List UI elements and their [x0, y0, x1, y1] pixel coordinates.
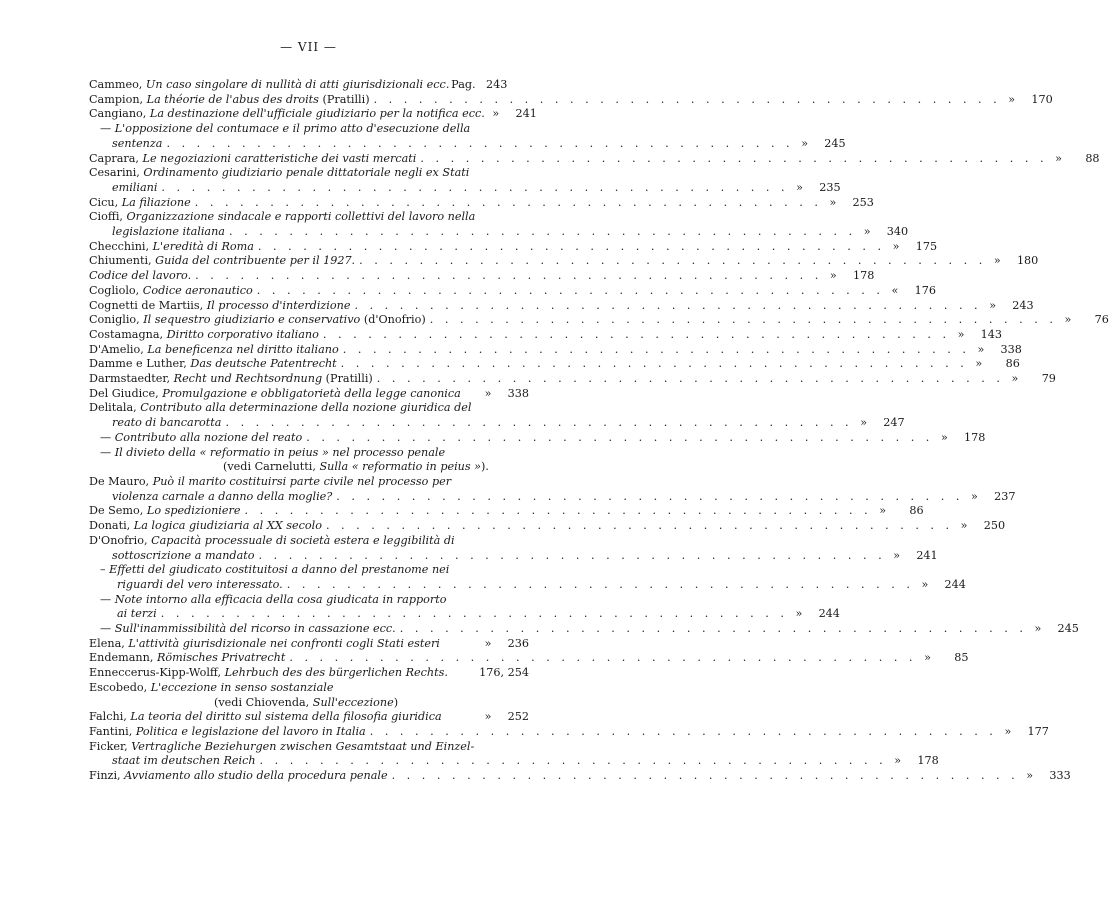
index-row — [89, 195, 874, 211]
index-row — [89, 210, 529, 225]
page-number: 241 — [916, 548, 938, 562]
index-row — [89, 107, 537, 122]
entry-name: Fantini, — [89, 724, 136, 738]
dot-leader — [350, 299, 981, 314]
index-row — [89, 475, 529, 490]
entry-title: Römisches Privatrecht — [156, 651, 286, 665]
index-row — [89, 78, 529, 93]
entry-name: Caprara, — [89, 151, 143, 165]
page-marker: » — [484, 710, 492, 724]
page-number: 253 — [852, 195, 874, 209]
entry-title: emiliani — [112, 180, 158, 194]
entry-name: (vedi Carnelutti, — [223, 460, 320, 474]
entry-title: L'eredità di Roma — [152, 239, 254, 253]
entry-title: Codice del lavoro. — [89, 269, 192, 283]
dot-leader — [256, 754, 887, 769]
entry-title: Il processo d'interdizione — [206, 298, 351, 312]
index-row — [89, 283, 936, 299]
entry-name: Campion, — [89, 92, 147, 106]
entry-title: Può il marito costituirsi parte civile nel processo per — [152, 474, 452, 488]
entry-title: Note intorno alla efficacia della cosa giudicata in rapporto — [114, 592, 447, 606]
page-number: 241 — [515, 107, 537, 121]
entry-title: Il divieto della « reformatio in peius » nel processo penale — [114, 445, 446, 459]
dot-leader — [255, 549, 886, 564]
index-row — [89, 254, 1039, 269]
dot-leader — [253, 284, 884, 299]
index-row — [89, 696, 529, 711]
page-marker: » — [829, 195, 837, 209]
entry-name: D'Onofrio, — [89, 533, 152, 547]
entry-extra: (Pratilli) — [322, 372, 373, 386]
dot-leader — [370, 93, 1001, 108]
entry-name: Cogliolo, — [89, 283, 143, 297]
page-marker: » — [971, 489, 978, 503]
page-header: — VII — — [280, 40, 337, 54]
page-marker: » — [484, 636, 492, 650]
page-marker: » — [892, 239, 900, 253]
index-row — [89, 387, 529, 402]
dot-leader — [157, 607, 788, 622]
page-marker: » — [801, 136, 809, 150]
page-marker: » — [860, 416, 868, 430]
entry-name: Cicu, — [89, 195, 122, 209]
index-row — [89, 269, 875, 284]
page-marker: » — [977, 342, 985, 356]
dot-leader — [332, 490, 963, 505]
entry-name: Checchini, — [89, 239, 153, 253]
page-number: 177 — [1027, 724, 1049, 738]
page-number: 178 — [852, 269, 875, 283]
entry-title: ai terzi — [117, 607, 157, 621]
dot-leader — [337, 357, 968, 372]
page-marker: » — [879, 504, 887, 518]
entry-title: Organizzazione sindacale e rapporti collettivi del lavoro nella — [126, 210, 476, 224]
index-row — [89, 357, 1020, 372]
entry-name: Donati, — [89, 519, 134, 533]
entry-name: Finzi, — [89, 769, 125, 783]
entry-title: staat im deutschen Reich — [112, 754, 256, 768]
entry-name: Enneccerus-Kipp-Wolff, — [89, 666, 225, 680]
entry-extra: (Pratilli) — [318, 92, 370, 106]
page-number: 76 — [1094, 313, 1109, 327]
page-number: 88 — [1085, 151, 1100, 165]
entry-title: Il sequestro giudiziario e conservativo — [143, 313, 361, 327]
dot-leader — [283, 578, 914, 593]
entry-title: Guida del contribuente per il 1927. — [155, 254, 356, 268]
index-row — [89, 681, 529, 696]
page-marker: » — [940, 430, 948, 444]
page-number: 338 — [1000, 342, 1022, 356]
index-row — [89, 122, 529, 137]
entry-title: Sull'eccezione — [312, 695, 394, 709]
index-row — [89, 666, 529, 681]
entry-name: De Mauro, — [89, 474, 153, 488]
dot-leader — [355, 254, 986, 269]
index-row — [89, 166, 529, 181]
entry-title: Promulgazione e obbligatorietà della legge canonica — [162, 386, 461, 400]
entry-name: — — [100, 592, 115, 606]
entry-title: Das deutsche Patentrecht — [190, 357, 337, 371]
index-row — [89, 724, 1049, 740]
page-marker: » — [1011, 372, 1019, 386]
page-number: 333 — [1049, 769, 1071, 783]
entry-title: riguardi del vero interessato. — [117, 577, 283, 591]
entry-name: Escobedo, — [89, 680, 151, 694]
page-marker: » — [960, 519, 968, 533]
entry-title: L'eccezione in senso sostanziale — [150, 680, 334, 694]
page-number: 236 — [507, 636, 529, 650]
page-number: 175 — [915, 239, 938, 253]
index-row — [89, 372, 1056, 387]
entry-title: Recht und Rechtsordnung — [173, 372, 323, 386]
index-row — [89, 327, 1003, 343]
entry-title: La théorie de l'abus des droits — [146, 92, 319, 106]
page-number: 235 — [819, 180, 841, 194]
dot-leader — [426, 313, 1057, 328]
page-number: 85 — [954, 651, 969, 665]
page-marker: » — [989, 298, 997, 312]
entry-name: – — [100, 563, 110, 577]
dot-leader — [225, 225, 856, 240]
entry-title: Lehrbuch des des bürgerlichen Rechts. — [224, 666, 448, 680]
index-row — [89, 519, 1006, 534]
entry-name: Chiumenti, — [89, 254, 156, 268]
entry-title: sottoscrizione a mandato — [112, 548, 255, 562]
entry-title: La beneficenza nel diritto italiano — [147, 342, 339, 356]
entry-extra: (d'Onofrio) — [360, 313, 426, 327]
index-row — [89, 92, 1053, 108]
entry-title: Politica e legislazione del lavoro in Italia — [135, 724, 366, 738]
entry-name: Del Giudice, — [89, 386, 163, 400]
page-number: 178 — [964, 430, 986, 444]
page-number: 237 — [994, 489, 1016, 503]
index-row — [89, 298, 1034, 314]
entry-title: Vertragliche Beziehurgen zwischen Gesamtstaat und Einzel- — [131, 739, 475, 753]
entry-name: Cognetti de Martiis, — [89, 298, 207, 312]
page-number: 243 — [1012, 298, 1034, 312]
index-row — [89, 225, 909, 240]
entry-extra: ). — [481, 460, 489, 474]
page-marker: » — [1026, 769, 1034, 783]
page-number: 252 — [507, 710, 529, 724]
index-row — [89, 563, 529, 578]
page-number: 338 — [507, 386, 529, 400]
entry-title: L'opposizione del contumace e il primo atto d'esecuzione della — [114, 122, 471, 136]
page-marker: » — [1064, 313, 1072, 327]
dot-leader — [254, 240, 885, 255]
index-row — [89, 151, 1100, 167]
entry-name: Cammeo, — [89, 78, 146, 91]
entry-title: Contributo alla nozione del reato — [114, 430, 303, 444]
page-marker: » — [1008, 92, 1016, 106]
entry-title: Diritto corporativo italiano — [166, 327, 319, 341]
page-marker: » — [921, 577, 929, 591]
entry-name: Falchi, — [89, 710, 131, 724]
entry-name: De Semo, — [89, 504, 147, 518]
dot-leader — [366, 725, 997, 740]
page-marker: » — [863, 225, 871, 239]
page-marker: » — [492, 107, 500, 121]
page-number: 245 — [1057, 622, 1079, 636]
page-number: 176 — [914, 283, 936, 297]
page-marker: » — [894, 754, 902, 768]
index-row — [89, 622, 1079, 637]
dot-leader — [191, 269, 822, 284]
entry-name: (vedi Chiovenda, — [214, 695, 313, 709]
entry-name: — — [100, 122, 115, 136]
index-row — [89, 239, 938, 255]
entry-name: — — [100, 430, 115, 444]
entry-title: Lo spedizioniere — [146, 504, 241, 518]
dot-leader — [191, 196, 822, 211]
index-row — [89, 710, 529, 725]
entry-title: La filiazione — [121, 195, 191, 209]
page-marker: » — [893, 548, 901, 562]
index-row — [89, 637, 529, 652]
index-row — [89, 548, 938, 564]
dot-leader — [388, 769, 1019, 784]
page-marker: » — [924, 651, 931, 665]
dot-leader — [162, 137, 793, 152]
page-number: 250 — [983, 519, 1006, 533]
entry-name: — — [100, 622, 115, 636]
entry-title: Un caso singolare di nullità di atti giurisdizionali ecc. — [145, 78, 450, 91]
dot-leader — [157, 181, 788, 196]
index-row — [89, 607, 840, 622]
index-row — [89, 342, 1022, 358]
dot-leader — [319, 328, 950, 343]
page-marker: » — [829, 269, 837, 283]
bibliography-index — [89, 78, 1109, 784]
entry-title: Capacità processuale di società estera e leggibilità di — [151, 533, 455, 547]
entry-title: legislazione italiana — [112, 225, 225, 239]
entry-extra: ) — [393, 695, 399, 709]
entry-title: violenza carnale a danno della moglie? — [112, 489, 333, 503]
dot-leader — [221, 416, 852, 431]
page-number: 340 — [886, 225, 909, 239]
index-row — [89, 769, 1071, 784]
page-marker: Pag. — [451, 78, 476, 91]
page-number: 86 — [909, 504, 924, 518]
entry-name: Costamagna, — [89, 327, 167, 341]
entry-title: La logica giudiziaria al XX secolo — [133, 519, 322, 533]
entry-title: La destinazione dell'ufficiale giudiziario per la notifica ecc. — [149, 107, 485, 121]
index-row — [89, 430, 986, 446]
index-row — [89, 446, 529, 461]
entry-title: Codice aeronautico — [142, 283, 253, 297]
index-row — [89, 460, 529, 475]
index-row — [89, 740, 529, 755]
dot-leader — [285, 651, 916, 666]
entry-name: Endemann, — [89, 651, 157, 665]
index-row — [89, 577, 966, 593]
page-marker: » — [796, 180, 804, 194]
page-number: 243 — [486, 78, 508, 91]
entry-title: Le negoziazioni caratteristiche dei vasti mercati — [142, 151, 417, 165]
entry-title: Avviamento allo studio della procedura penale — [124, 769, 388, 783]
page-marker: » — [1055, 151, 1062, 165]
page-marker: » — [795, 607, 803, 621]
index-row — [89, 489, 1016, 505]
page-marker: « — [891, 283, 899, 297]
entry-name: Damme e Luther, — [89, 357, 191, 371]
index-row — [89, 651, 969, 666]
page-number: 244 — [818, 607, 840, 621]
page-number: 170 — [1031, 92, 1053, 106]
index-row — [89, 534, 529, 549]
entry-name: Delitala, — [89, 401, 141, 415]
entry-name: Cioffi, — [89, 210, 127, 224]
entry-name: Cesarini, — [89, 166, 144, 180]
entry-name: Elena, — [89, 636, 129, 650]
entry-name: — — [100, 445, 115, 459]
page-number: 244 — [944, 577, 966, 591]
dot-leader — [373, 372, 1004, 387]
index-row — [89, 754, 939, 769]
entry-name: Cangiano, — [89, 107, 150, 121]
index-row — [89, 504, 924, 519]
entry-title: Sull'inammissibilità del ricorso in cassazione ecc. — [114, 622, 396, 636]
entry-title: sentenza — [112, 136, 163, 150]
page-number: 143 — [980, 327, 1003, 341]
entry-name: D'Amelio, — [89, 342, 148, 356]
entry-title: L'attività giurisdizionale nei confronti cogli Stati esteri — [128, 636, 440, 650]
dot-leader — [322, 519, 953, 534]
entry-title: La teoria del diritto sul sistema della filosofia giuridica — [130, 710, 442, 724]
index-row — [89, 136, 846, 152]
index-row — [89, 416, 905, 431]
page-marker: » — [1034, 622, 1042, 636]
index-row — [89, 313, 1109, 328]
page-number: 86 — [1005, 357, 1020, 371]
page-number: 79 — [1041, 372, 1056, 386]
page-number: 176, 254 — [479, 666, 529, 680]
dot-leader — [396, 622, 1027, 637]
entry-title: Effetti del giudicato costituitosi a danno del prestanome nei — [109, 563, 450, 577]
page-number: 247 — [883, 416, 905, 430]
index-row — [89, 180, 841, 196]
entry-name: Coniglio, — [89, 313, 144, 327]
entry-name: Ficker, — [89, 739, 132, 753]
page-marker: » — [975, 357, 983, 371]
index-row — [89, 593, 529, 608]
page-marker: » — [1004, 724, 1012, 738]
page-number: 180 — [1016, 254, 1039, 268]
dot-leader — [240, 504, 871, 519]
page-number: 178 — [917, 754, 939, 768]
page-marker: » — [993, 254, 1001, 268]
index-row — [89, 401, 529, 416]
dot-leader — [302, 431, 933, 446]
page-marker: » — [957, 327, 965, 341]
dot-leader — [416, 152, 1047, 167]
page-marker: » — [484, 386, 492, 400]
entry-title: Contributo alla determinazione della nozione giuridica del — [140, 401, 472, 415]
entry-title: Ordinamento giudiziario penale dittatoriale negli ex Stati — [143, 166, 470, 180]
dot-leader — [339, 343, 970, 358]
page-number: 245 — [824, 136, 846, 150]
entry-title: Sulla « reformatio in peius » — [319, 460, 482, 474]
entry-name: Darmstaedter, — [89, 372, 174, 386]
entry-title: reato di bancarotta — [112, 416, 222, 430]
